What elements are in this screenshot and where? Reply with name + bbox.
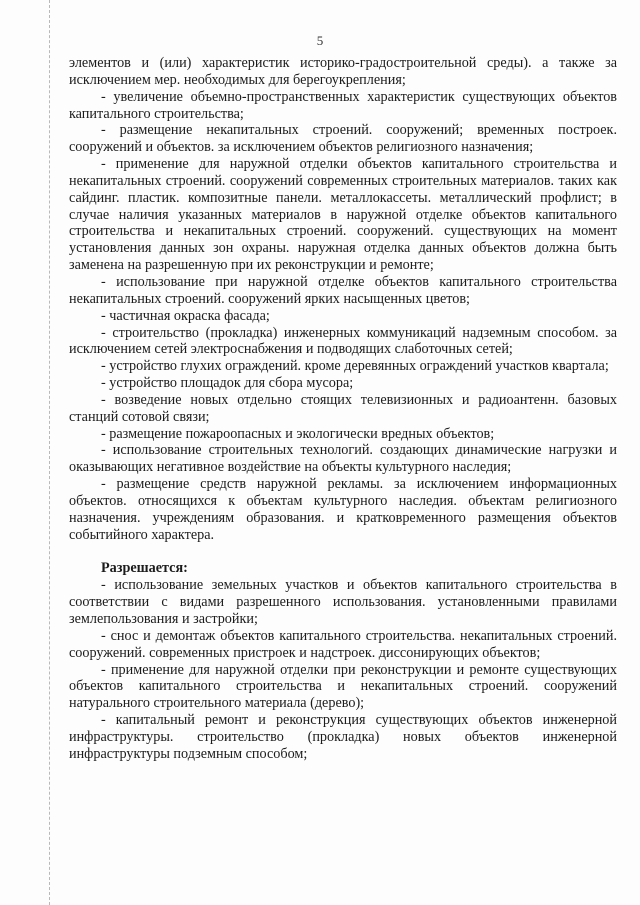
prohibition-item: - размещение некапитальных строений. сооружений; временных построек. сооружений и объектов. за исключением объектов религиозного назначения;: [69, 122, 617, 156]
page-number: 5: [316, 33, 324, 48]
prohibition-item: - строительство (прокладка) инженерных коммуникаций надземным способом. за исключением сетей электроснабжения и подводящих слаботочных сетей;: [69, 324, 617, 358]
document-body: [69, 55, 617, 763]
prohibition-item: - размещение пожароопасных и экологически вредных объектов;: [101, 425, 495, 442]
prohibition-item: - возведение новых отдельно стоящих телевизионных и радиоантенн. базовых станций сотовой связи;: [69, 391, 617, 425]
prohibition-item: - использование строительных технологий. создающих динамические нагрузки и оказывающих негативное воздействие на объекты культурного наследия;: [69, 442, 617, 476]
section-gap: [69, 543, 617, 560]
paragraph-continuation: элементов и (или) характеристик историко-градостроительной среды). а также за исключением мер. необходимых для берегоукрепления;: [69, 55, 617, 88]
prohibition-item: - размещение средств наружной рекламы. за исключением информационных объектов. относящихся к объектам культурного наследия. объектам религиозного назначения. учреждениям образования. и кратковременного размещения объектов событийного характера.: [69, 476, 617, 543]
allowed-item: - применение для наружной отделки при реконструкции и ремонте существующих объектов капитального строительства и некапитальных строений. сооружений натурального строительного материала (дерево);: [69, 661, 617, 712]
prohibition-item: - использование при наружной отделке объектов капитального строительства некапитальных строений. сооружений ярких насыщенных цветов;: [69, 273, 617, 307]
prohibition-item: - устройство глухих ограждений. кроме деревянных ограждений участков квартала;: [101, 358, 609, 375]
allowed-item: - капитальный ремонт и реконструкция существующих объектов инженерной инфраструктуры. строительство (прокладка) новых объектов инженерной инфраструктуры подземным способом;: [69, 712, 617, 762]
scan-edge-line: [49, 0, 50, 905]
prohibition-item: - увеличение объемно-пространственных характеристик существующих объектов капитального строительства;: [69, 88, 617, 122]
allowed-item: - использование земельных участков и объектов капитального строительства в соответствии с видами разрешенного использования. установленными правилами землепользования и застройки;: [69, 577, 617, 627]
prohibition-item: - применение для наружной отделки объектов капитального строительства и некапитальных строений. сооружений современных строительных материалов. таких как сайдинг. пластик. композитные панели. металлокассеты. металлический профлист; в случае наличия указанных материалов в наружной отделке объектов капитального строительства и некапитальных строений. сооружений. существующих на момент установления данных зон охраны. наружная отделка данных объектов должна быть заменена на разрешенную при их реконструкции и ремонте;: [69, 156, 617, 274]
section-heading-allowed: Разрешается:: [101, 560, 188, 577]
prohibition-item: - устройство площадок для сбора мусора;: [101, 375, 354, 392]
prohibition-item: - частичная окраска фасада;: [101, 307, 270, 324]
allowed-item: - снос и демонтаж объектов капитального строительства. некапитальных строений. сооружений. современных пристроек и надстроек. диссонирующих объектов;: [69, 627, 617, 661]
